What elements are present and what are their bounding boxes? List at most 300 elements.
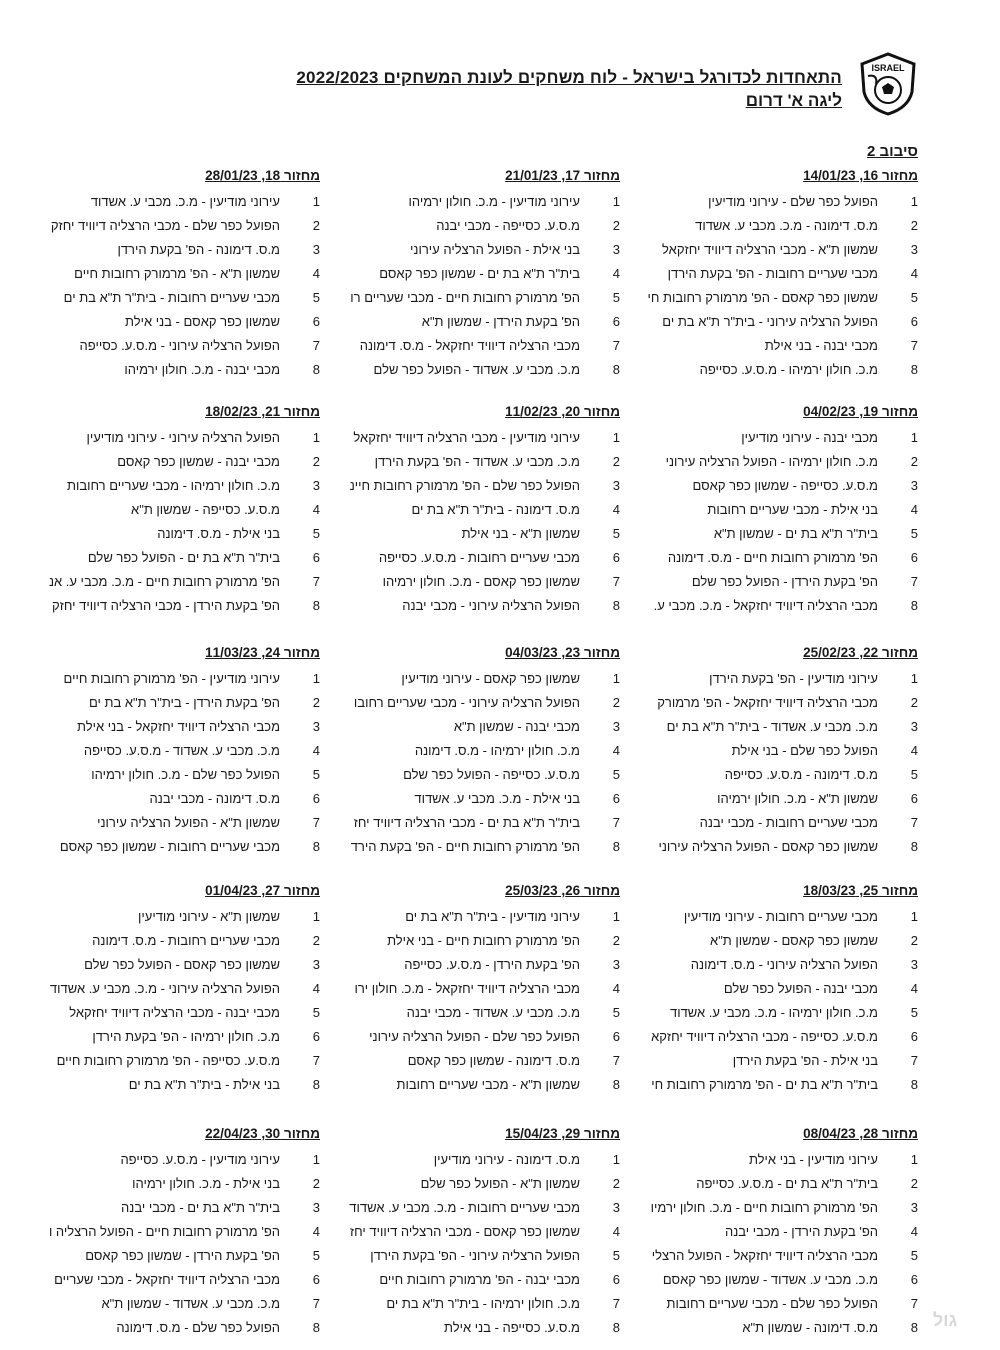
match-row <box>345 815 620 835</box>
match-row <box>345 314 620 334</box>
match-teams: מ.ס. דימונה - עירוני מודיעין <box>433 1152 580 1167</box>
round-title: מחזור 23, 04/03/23 <box>505 645 620 660</box>
match-row <box>345 695 620 715</box>
match-row <box>643 767 918 787</box>
match-number: 6 <box>910 314 918 329</box>
match-number: 6 <box>612 791 620 806</box>
round-title: מחזור 21, 18/02/23 <box>205 404 320 419</box>
match-number: 2 <box>910 933 918 948</box>
match-row <box>643 791 918 811</box>
match-teams: בית"ר ת"א בת ים - מכבי הרצליה דיוויד יחז <box>353 815 580 830</box>
match-number: 3 <box>312 242 320 257</box>
match-number: 4 <box>910 1224 918 1239</box>
match-row <box>345 909 620 929</box>
match-row <box>45 502 320 522</box>
match-row <box>345 1077 620 1097</box>
match-number: 3 <box>612 1200 620 1215</box>
match-teams: מ.ס.ע. כסייפה - מכבי יבנה <box>436 218 580 233</box>
match-number: 7 <box>612 574 620 589</box>
match-row <box>345 338 620 358</box>
match-teams: הפ' בקעת הירדן - שמשון כפר קאסם <box>85 1248 280 1263</box>
match-number: 4 <box>910 502 918 517</box>
match-teams: בני אילת - מ.ס. דימונה <box>157 526 280 541</box>
match-teams: הפועל הרצליה עירוני - מ.ס.ע. כסייפה <box>79 338 280 353</box>
match-row <box>643 362 918 382</box>
match-number: 5 <box>312 767 320 782</box>
match-row <box>643 478 918 498</box>
round-title: מחזור 25, 18/03/23 <box>803 883 918 898</box>
match-teams: מ.כ. מכבי ע. אשדוד - הפועל כפר שלם <box>373 362 580 377</box>
match-number: 8 <box>910 362 918 377</box>
match-number: 6 <box>312 550 320 565</box>
match-teams: שמשון ת"א - הפועל הרצליה עירוני <box>97 815 280 830</box>
match-row <box>45 1005 320 1025</box>
match-row <box>345 1029 620 1049</box>
match-teams: מ.כ. חולון ירמיהו - מ.ס. דימונה <box>414 743 580 758</box>
match-row <box>643 1224 918 1244</box>
match-row <box>643 1053 918 1073</box>
round-title: מחזור 28, 08/04/23 <box>803 1126 918 1141</box>
match-teams: הפועל כפר שלם - עירוני מודיעין <box>708 194 878 209</box>
match-number: 5 <box>910 526 918 541</box>
match-teams: מ.כ. מכבי ע. אשדוד - בית"ר ת"א בת ים <box>666 719 878 734</box>
match-row <box>345 598 620 618</box>
round-block <box>45 404 320 618</box>
match-number: 3 <box>612 719 620 734</box>
match-row <box>643 815 918 835</box>
round-title: מחזור 17, 21/01/23 <box>505 168 620 183</box>
round-block <box>643 168 918 382</box>
match-number: 6 <box>910 791 918 806</box>
match-number: 4 <box>612 1224 620 1239</box>
match-row <box>643 909 918 929</box>
match-row <box>345 362 620 382</box>
match-teams: מ.ס. דימונה - שמשון ת"א <box>742 1320 878 1335</box>
round-title: מחזור 27, 01/04/23 <box>205 883 320 898</box>
match-teams: מ.ס.ע. כסייפה - מכבי הרצליה דיוויד יחזקא <box>651 1029 878 1044</box>
match-row <box>45 1029 320 1049</box>
match-teams: הפ' בקעת הירדן - מ.ס.ע. כסייפה <box>404 957 580 972</box>
match-number: 7 <box>612 815 620 830</box>
match-teams: הפועל הרצליה עירוני - מ.ס. דימונה <box>690 957 878 972</box>
match-number: 4 <box>910 743 918 758</box>
match-row <box>45 1296 320 1316</box>
match-teams: מ.ס. דימונה - בית"ר ת"א בת ים <box>411 502 580 517</box>
match-row <box>643 454 918 474</box>
match-teams: שמשון ת"א - עירוני מודיעין <box>138 909 280 924</box>
match-row <box>643 598 918 618</box>
match-teams: בני אילת - הפועל הרצליה עירוני <box>410 242 580 257</box>
match-number: 4 <box>910 981 918 996</box>
match-number: 8 <box>910 1320 918 1335</box>
match-row <box>45 218 320 238</box>
match-row <box>345 1248 620 1268</box>
watermark: גול <box>932 1310 958 1330</box>
match-teams: שמשון כפר קאסם - הפועל הרצליה עירוני <box>658 839 878 854</box>
match-teams: הפועל הרצליה עירוני - הפ' בקעת הירדן <box>370 1248 580 1263</box>
match-row <box>345 266 620 286</box>
match-row <box>643 218 918 238</box>
match-number: 2 <box>312 695 320 710</box>
match-number: 5 <box>312 1248 320 1263</box>
match-row <box>345 1053 620 1073</box>
match-row <box>45 1152 320 1172</box>
match-row <box>45 242 320 262</box>
round-block <box>345 1126 620 1340</box>
match-row <box>45 957 320 977</box>
match-row <box>643 242 918 262</box>
match-number: 8 <box>312 839 320 854</box>
match-number: 2 <box>312 218 320 233</box>
match-number: 8 <box>312 598 320 613</box>
match-teams: מ.כ. מכבי ע. אשדוד - הפ' בקעת הירדן <box>374 454 580 469</box>
match-number: 6 <box>910 1029 918 1044</box>
match-number: 8 <box>910 839 918 854</box>
match-teams: הפועל כפר שלם - מכבי הרצליה דיוויד יחזק <box>50 218 280 233</box>
match-row <box>345 478 620 498</box>
round-block <box>45 1126 320 1340</box>
match-row <box>345 1152 620 1172</box>
match-row <box>345 933 620 953</box>
match-row <box>643 194 918 214</box>
match-row <box>345 574 620 594</box>
round-block <box>45 645 320 859</box>
match-teams: מכבי שעריים רחובות - עירוני מודיעין <box>683 909 878 924</box>
match-row <box>45 1272 320 1292</box>
match-number: 1 <box>910 430 918 445</box>
match-row <box>643 1152 918 1172</box>
match-number: 3 <box>910 478 918 493</box>
match-teams: מ.ס. דימונה - מ.ס.ע. כסייפה <box>724 767 878 782</box>
match-number: 5 <box>612 767 620 782</box>
match-row <box>45 767 320 787</box>
match-teams: בני אילת - מכבי שעריים רחובות <box>707 502 878 517</box>
match-number: 8 <box>612 1320 620 1335</box>
match-row <box>45 719 320 739</box>
match-row <box>345 550 620 570</box>
match-row <box>45 1320 320 1340</box>
match-row <box>345 1272 620 1292</box>
match-row <box>643 430 918 450</box>
match-teams: שמשון כפר קאסם - מ.כ. חולון ירמיהו <box>382 574 580 589</box>
match-number: 7 <box>910 815 918 830</box>
match-number: 5 <box>312 290 320 305</box>
match-number: 4 <box>312 981 320 996</box>
match-row <box>643 1005 918 1025</box>
logo-text: ISRAEL <box>871 63 905 73</box>
match-row <box>345 743 620 763</box>
match-teams: הפ' בקעת הירדן - בית"ר ת"א בת ים <box>88 695 280 710</box>
match-number: 2 <box>312 1176 320 1191</box>
match-teams: הפ' מרמורק רחובות חיים - מ.ס. דימונה <box>667 550 878 565</box>
match-number: 1 <box>910 1152 918 1167</box>
match-row <box>45 598 320 618</box>
match-row <box>345 454 620 474</box>
match-teams: מכבי הרצליה דיוויד יחזקאל - הפ' מרמורק <box>657 695 878 710</box>
match-number: 8 <box>910 598 918 613</box>
match-number: 7 <box>910 338 918 353</box>
round-block <box>45 883 320 1097</box>
match-row <box>643 526 918 546</box>
match-row <box>45 266 320 286</box>
match-number: 1 <box>910 194 918 209</box>
match-number: 1 <box>312 909 320 924</box>
match-row <box>45 791 320 811</box>
match-row <box>45 839 320 859</box>
match-teams: עירוני מודיעין - מכבי הרצליה דיוויד יחזקאל <box>353 430 580 445</box>
match-row <box>45 430 320 450</box>
round-block <box>345 883 620 1097</box>
match-row <box>345 194 620 214</box>
match-row <box>45 1077 320 1097</box>
match-number: 5 <box>312 526 320 541</box>
match-number: 4 <box>312 743 320 758</box>
match-teams: בית"ר ת"א בת ים - שמשון ת"א <box>713 526 878 541</box>
match-teams: מכבי יבנה - מכבי הרצליה דיוויד יחזקאל <box>69 1005 280 1020</box>
match-row <box>345 242 620 262</box>
match-number: 5 <box>312 1005 320 1020</box>
match-number: 1 <box>312 430 320 445</box>
match-teams: שמשון ת"א - הפ' מרמורק רחובות חיים <box>74 266 280 281</box>
match-number: 3 <box>910 957 918 972</box>
league-name: ליגה א' דרום <box>745 91 842 110</box>
match-number: 5 <box>910 290 918 305</box>
match-row <box>643 981 918 1001</box>
match-teams: הפועל הרצליה עירוני - מכבי שעריים רחובו <box>353 695 580 710</box>
match-number: 3 <box>910 719 918 734</box>
match-teams: עירוני מודיעין - הפ' בקעת הירדן <box>709 671 878 686</box>
match-teams: שמשון כפר קאסם - מכבי הרצליה דיוויד יחז <box>349 1224 580 1239</box>
match-row <box>643 266 918 286</box>
match-row <box>45 1176 320 1196</box>
match-number: 1 <box>612 430 620 445</box>
match-number: 1 <box>612 671 620 686</box>
round-title: מחזור 22, 25/02/23 <box>803 645 918 660</box>
match-teams: שמשון כפר קאסם - הפ' מרמורק רחובות חי <box>647 290 878 305</box>
match-row <box>45 909 320 929</box>
match-row <box>643 1200 918 1220</box>
match-row <box>45 550 320 570</box>
match-teams: שמשון כפר קאסם - שמשון ת"א <box>710 933 878 948</box>
match-number: 4 <box>612 743 620 758</box>
stage-label: סיבוב 2 <box>867 143 918 160</box>
match-number: 8 <box>910 1077 918 1092</box>
match-number: 2 <box>612 933 620 948</box>
match-number: 3 <box>910 242 918 257</box>
match-row <box>45 574 320 594</box>
match-row <box>643 1272 918 1292</box>
match-teams: מכבי יבנה - הפ' מרמורק רחובות חיים <box>379 1272 580 1287</box>
match-row <box>45 1200 320 1220</box>
match-teams: שמשון ת"א - מ.כ. חולון ירמיהו <box>717 791 878 806</box>
match-number: 4 <box>612 266 620 281</box>
match-number: 7 <box>910 1296 918 1311</box>
match-teams: מכבי הרצליה דיוויד יחזקאל - הפועל הרצלי <box>651 1248 878 1263</box>
match-teams: עירוני מודיעין - מ.ס.ע. כסייפה <box>120 1152 280 1167</box>
match-number: 4 <box>612 502 620 517</box>
match-teams: מכבי שעריים רחובות - בית"ר ת"א בת ים <box>63 290 280 305</box>
round-block <box>643 645 918 859</box>
match-row <box>45 671 320 691</box>
match-teams: בית"ר ת"א בת ים - שמשון כפר קאסם <box>379 266 580 281</box>
match-teams: שמשון ת"א - מכבי הרצליה דיוויד יחזקאל <box>662 242 878 257</box>
match-number: 7 <box>312 1296 320 1311</box>
match-row <box>345 1320 620 1340</box>
match-number: 2 <box>910 218 918 233</box>
match-number: 7 <box>312 338 320 353</box>
match-number: 8 <box>612 839 620 854</box>
match-row <box>643 933 918 953</box>
match-teams: בית"ר ת"א בת ים - מכבי יבנה <box>121 1200 280 1215</box>
match-teams: הפ' מרמורק רחובות חיים - בני אילת <box>387 933 580 948</box>
match-teams: מ.ס.ע. כסייפה - הפ' מרמורק רחובות חיים <box>56 1053 280 1068</box>
match-teams: מכבי יבנה - הפועל כפר שלם <box>723 981 878 996</box>
match-teams: בני אילת - מ.כ. חולון ירמיהו <box>132 1176 280 1191</box>
match-number: 2 <box>312 933 320 948</box>
match-number: 3 <box>612 957 620 972</box>
match-teams: עירוני מודיעין - בית"ר ת"א בת ים <box>405 909 580 924</box>
match-row <box>345 1176 620 1196</box>
match-row <box>345 791 620 811</box>
match-teams: הפ' בקעת הירדן - מכבי הרצליה דיוויד יחזק <box>51 598 280 613</box>
match-teams: מכבי הרצליה דיוויד יחזקאל - מ.כ. מכבי ע. <box>653 598 878 613</box>
match-number: 6 <box>612 314 620 329</box>
match-number: 5 <box>612 290 620 305</box>
match-teams: מכבי שעריים רחובות - הפ' בקעת הירדן <box>667 266 878 281</box>
round-block <box>45 168 320 382</box>
match-row <box>345 981 620 1001</box>
match-row <box>45 695 320 715</box>
match-teams: מ.ס.ע. כסייפה - בני אילת <box>443 1320 580 1335</box>
round-block <box>643 404 918 618</box>
match-number: 7 <box>312 815 320 830</box>
match-number: 6 <box>612 1272 620 1287</box>
match-number: 5 <box>910 1248 918 1263</box>
match-teams: מכבי יבנה - עירוני מודיעין <box>741 430 878 445</box>
match-teams: שמשון כפר קאסם - עירוני מודיעין <box>401 671 580 686</box>
match-row <box>643 502 918 522</box>
match-teams: הפועל כפר שלם - הפועל הרצליה עירוני <box>369 1029 580 1044</box>
round-title: מחזור 29, 15/04/23 <box>505 1126 620 1141</box>
match-row <box>643 1296 918 1316</box>
match-number: 4 <box>312 502 320 517</box>
match-teams: הפ' מרמורק רחובות חיים - מ.כ. מכבי ע. אנ <box>48 574 280 589</box>
match-teams: מ.ס.ע. כסייפה - הפועל כפר שלם <box>403 767 580 782</box>
match-row <box>643 1029 918 1049</box>
match-number: 5 <box>612 526 620 541</box>
match-row <box>643 957 918 977</box>
match-number: 5 <box>910 1005 918 1020</box>
match-teams: הפועל כפר שלם - בני אילת <box>731 743 878 758</box>
match-number: 2 <box>612 1176 620 1191</box>
match-row <box>643 574 918 594</box>
match-teams: הפועל הרצליה עירוני - עירוני מודיעין <box>86 430 280 445</box>
match-teams: הפ' בקעת הירדן - הפועל כפר שלם <box>691 574 878 589</box>
match-row <box>45 1053 320 1073</box>
match-row <box>45 981 320 1001</box>
match-teams: מ.כ. מכבי ע. אשדוד - שמשון כפר קאסם <box>662 1272 878 1287</box>
match-number: 1 <box>312 194 320 209</box>
match-number: 2 <box>910 1176 918 1191</box>
match-row <box>345 671 620 691</box>
match-number: 7 <box>910 574 918 589</box>
match-teams: שמשון כפר קאסם - הפועל כפר שלם <box>84 957 280 972</box>
match-teams: הפ' מרמורק רחובות חיים - הפ' בקעת הירד <box>350 839 580 854</box>
match-row <box>345 1200 620 1220</box>
match-teams: מ.ס.ע. כסייפה - שמשון כפר קאסם <box>692 478 878 493</box>
round-title: מחזור 19, 04/02/23 <box>803 404 918 419</box>
match-teams: עירוני מודיעין - מ.כ. מכבי ע. אשדוד <box>90 194 280 209</box>
match-number: 1 <box>612 1152 620 1167</box>
round-block <box>345 645 620 859</box>
match-teams: מכבי הרצליה דיוויד יחזקאל - מכבי שעריים <box>54 1272 280 1287</box>
match-teams: מ.כ. חולון ירמיהו - מ.ס.ע. כסייפה <box>699 362 878 377</box>
round-title: מחזור 18, 28/01/23 <box>205 168 320 183</box>
match-teams: מ.כ. מכבי ע. אשדוד - מכבי יבנה <box>406 1005 580 1020</box>
match-number: 3 <box>312 957 320 972</box>
match-number: 7 <box>612 1053 620 1068</box>
round-title: מחזור 20, 11/02/23 <box>505 404 620 419</box>
match-row <box>345 290 620 310</box>
match-teams: הפועל הרצליה עירוני - מכבי יבנה <box>402 598 580 613</box>
match-teams: מכבי שעריים רחובות - שמשון כפר קאסם <box>59 839 280 854</box>
match-teams: מ.כ. חולון ירמיהו - בית"ר ת"א בת ים <box>386 1296 580 1311</box>
match-teams: מ.כ. מכבי ע. אשדוד - שמשון ת"א <box>101 1296 280 1311</box>
match-teams: מכבי יבנה - שמשון ת"א <box>453 719 580 734</box>
match-teams: בני אילת - מ.כ. מכבי ע. אשדוד <box>414 791 580 806</box>
match-row <box>643 839 918 859</box>
match-number: 7 <box>612 338 620 353</box>
match-number: 2 <box>910 695 918 710</box>
match-number: 4 <box>910 266 918 281</box>
match-row <box>643 550 918 570</box>
match-number: 3 <box>910 1200 918 1215</box>
match-teams: הפ' בקעת הירדן - שמשון ת"א <box>421 314 580 329</box>
match-number: 1 <box>312 671 320 686</box>
match-number: 7 <box>312 1053 320 1068</box>
match-row <box>45 933 320 953</box>
match-row <box>643 314 918 334</box>
match-teams: הפועל הרצליה עירוני - בית"ר ת"א בת ים <box>662 314 878 329</box>
match-teams: בית"ר ת"א בת ים - הפ' מרמורק רחובות חי <box>651 1077 878 1092</box>
match-teams: מ.ס. דימונה - הפ' בקעת הירדן <box>117 242 280 257</box>
match-row <box>45 815 320 835</box>
match-teams: מכבי הרצליה דיוויד יחזקאל - בני אילת <box>76 719 280 734</box>
match-row <box>643 290 918 310</box>
match-row <box>643 719 918 739</box>
match-row <box>45 338 320 358</box>
match-number: 3 <box>612 478 620 493</box>
match-number: 1 <box>612 194 620 209</box>
match-teams: עירוני מודיעין - הפ' מרמורק רחובות חיים <box>63 671 280 686</box>
match-teams: בית"ר ת"א בת ים - מ.ס.ע. כסייפה <box>696 1176 878 1191</box>
match-teams: הפועל כפר שלם - מ.ס. דימונה <box>116 1320 280 1335</box>
match-row <box>45 1248 320 1268</box>
match-number: 8 <box>312 1077 320 1092</box>
match-number: 6 <box>312 1272 320 1287</box>
match-teams: מכבי שעריים רחובות - מ.ס. דימונה <box>92 933 280 948</box>
match-teams: הפ' מרמורק רחובות חיים - מכבי שעריים רו <box>350 290 580 305</box>
match-row <box>643 743 918 763</box>
match-number: 2 <box>612 695 620 710</box>
match-number: 7 <box>312 574 320 589</box>
match-number: 2 <box>612 454 620 469</box>
match-teams: מ.כ. חולון ירמיהו - מ.כ. מכבי ע. אשדוד <box>669 1005 878 1020</box>
match-teams: מכבי שעריים רחובות - מכבי יבנה <box>699 815 878 830</box>
match-number: 3 <box>612 242 620 257</box>
match-row <box>45 478 320 498</box>
match-teams: שמשון ת"א - הפועל כפר שלם <box>420 1176 580 1191</box>
